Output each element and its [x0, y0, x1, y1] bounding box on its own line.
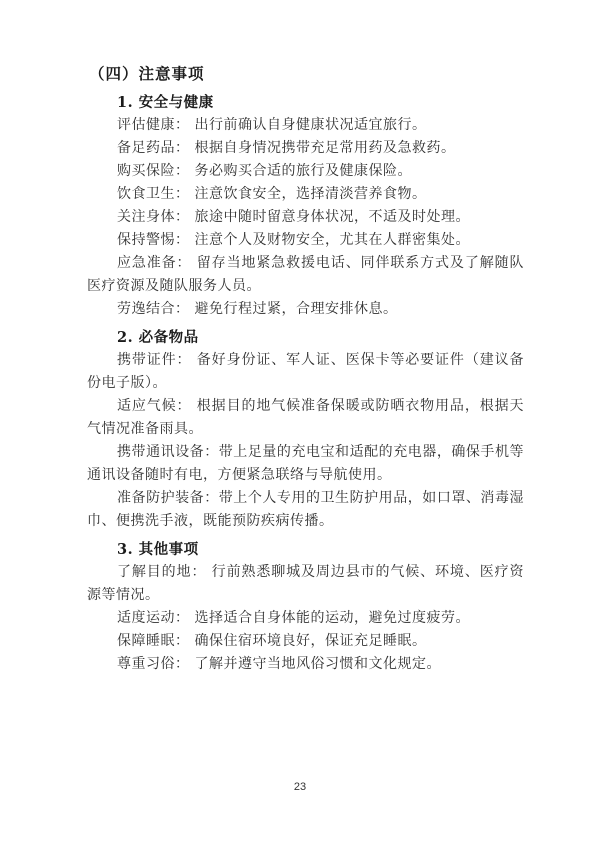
page-number: 23 — [293, 781, 307, 793]
section-other-matters — [87, 538, 524, 676]
list-item: 备足药品： 根据自身情况携带充足常用药及急救药。 — [117, 140, 456, 156]
list-item: 准备防护装备：带上个人专用的卫生防护用品，如口罩、消毒湿巾、便携洗手液，既能预防疾病传播。 — [87, 490, 524, 529]
list-item: 了解目的地： 行前熟悉聊城及周边县市的气候、环境、医疗资源等情况。 — [87, 564, 524, 603]
section-safety-and-health — [87, 91, 524, 321]
list-item: 劳逸结合： 避免行程过紧，合理安排休息。 — [117, 301, 398, 317]
list-item: 关注身体： 旅途中随时留意身体状况，不适及时处理。 — [117, 209, 470, 225]
list-item: 饮食卫生： 注意饮食安全，选择清淡营养食物。 — [117, 186, 427, 202]
section-heading-essential-items: 2. 必备物品 — [117, 329, 199, 346]
list-item: 尊重习俗： 了解并遵守当地风俗习惯和文化规定。 — [117, 656, 441, 672]
list-item: 评估健康： 出行前确认自身健康状况适宜旅行。 — [117, 117, 427, 133]
list-item: 适度运动： 选择适合自身体能的运动，避免过度疲劳。 — [117, 610, 470, 626]
list-item: 携带通讯设备：带上足量的充电宝和适配的充电器，确保手机等通讯设备随时有电，方便紧急联络与导航使用。 — [87, 444, 524, 483]
list-item: 携带证件： 备好身份证、军人证、医保卡等必要证件（建议备份电子版）。 — [87, 352, 524, 391]
document-content — [87, 62, 524, 676]
list-item: 适应气候： 根据目的地气候准备保暖或防晒衣物用品，根据天气情况准备雨具。 — [87, 398, 524, 437]
section-essential-items — [87, 326, 524, 533]
list-item: 保障睡眠： 确保住宿环境良好，保证充足睡眠。 — [117, 633, 427, 649]
list-item: 应急准备： 留存当地紧急救援电话、同伴联系方式及了解随队医疗资源及随队服务人员。 — [87, 255, 524, 294]
list-item: 购买保险： 务必购买合适的旅行及健康保险。 — [117, 163, 412, 179]
section-heading-other-matters: 3. 其他事项 — [117, 541, 199, 558]
section-heading-safety-and-health: 1. 安全与健康 — [117, 94, 214, 111]
list-item: 保持警惕： 注意个人及财物安全，尤其在人群密集处。 — [117, 232, 470, 248]
page-title: （四）注意事项 — [89, 64, 205, 83]
